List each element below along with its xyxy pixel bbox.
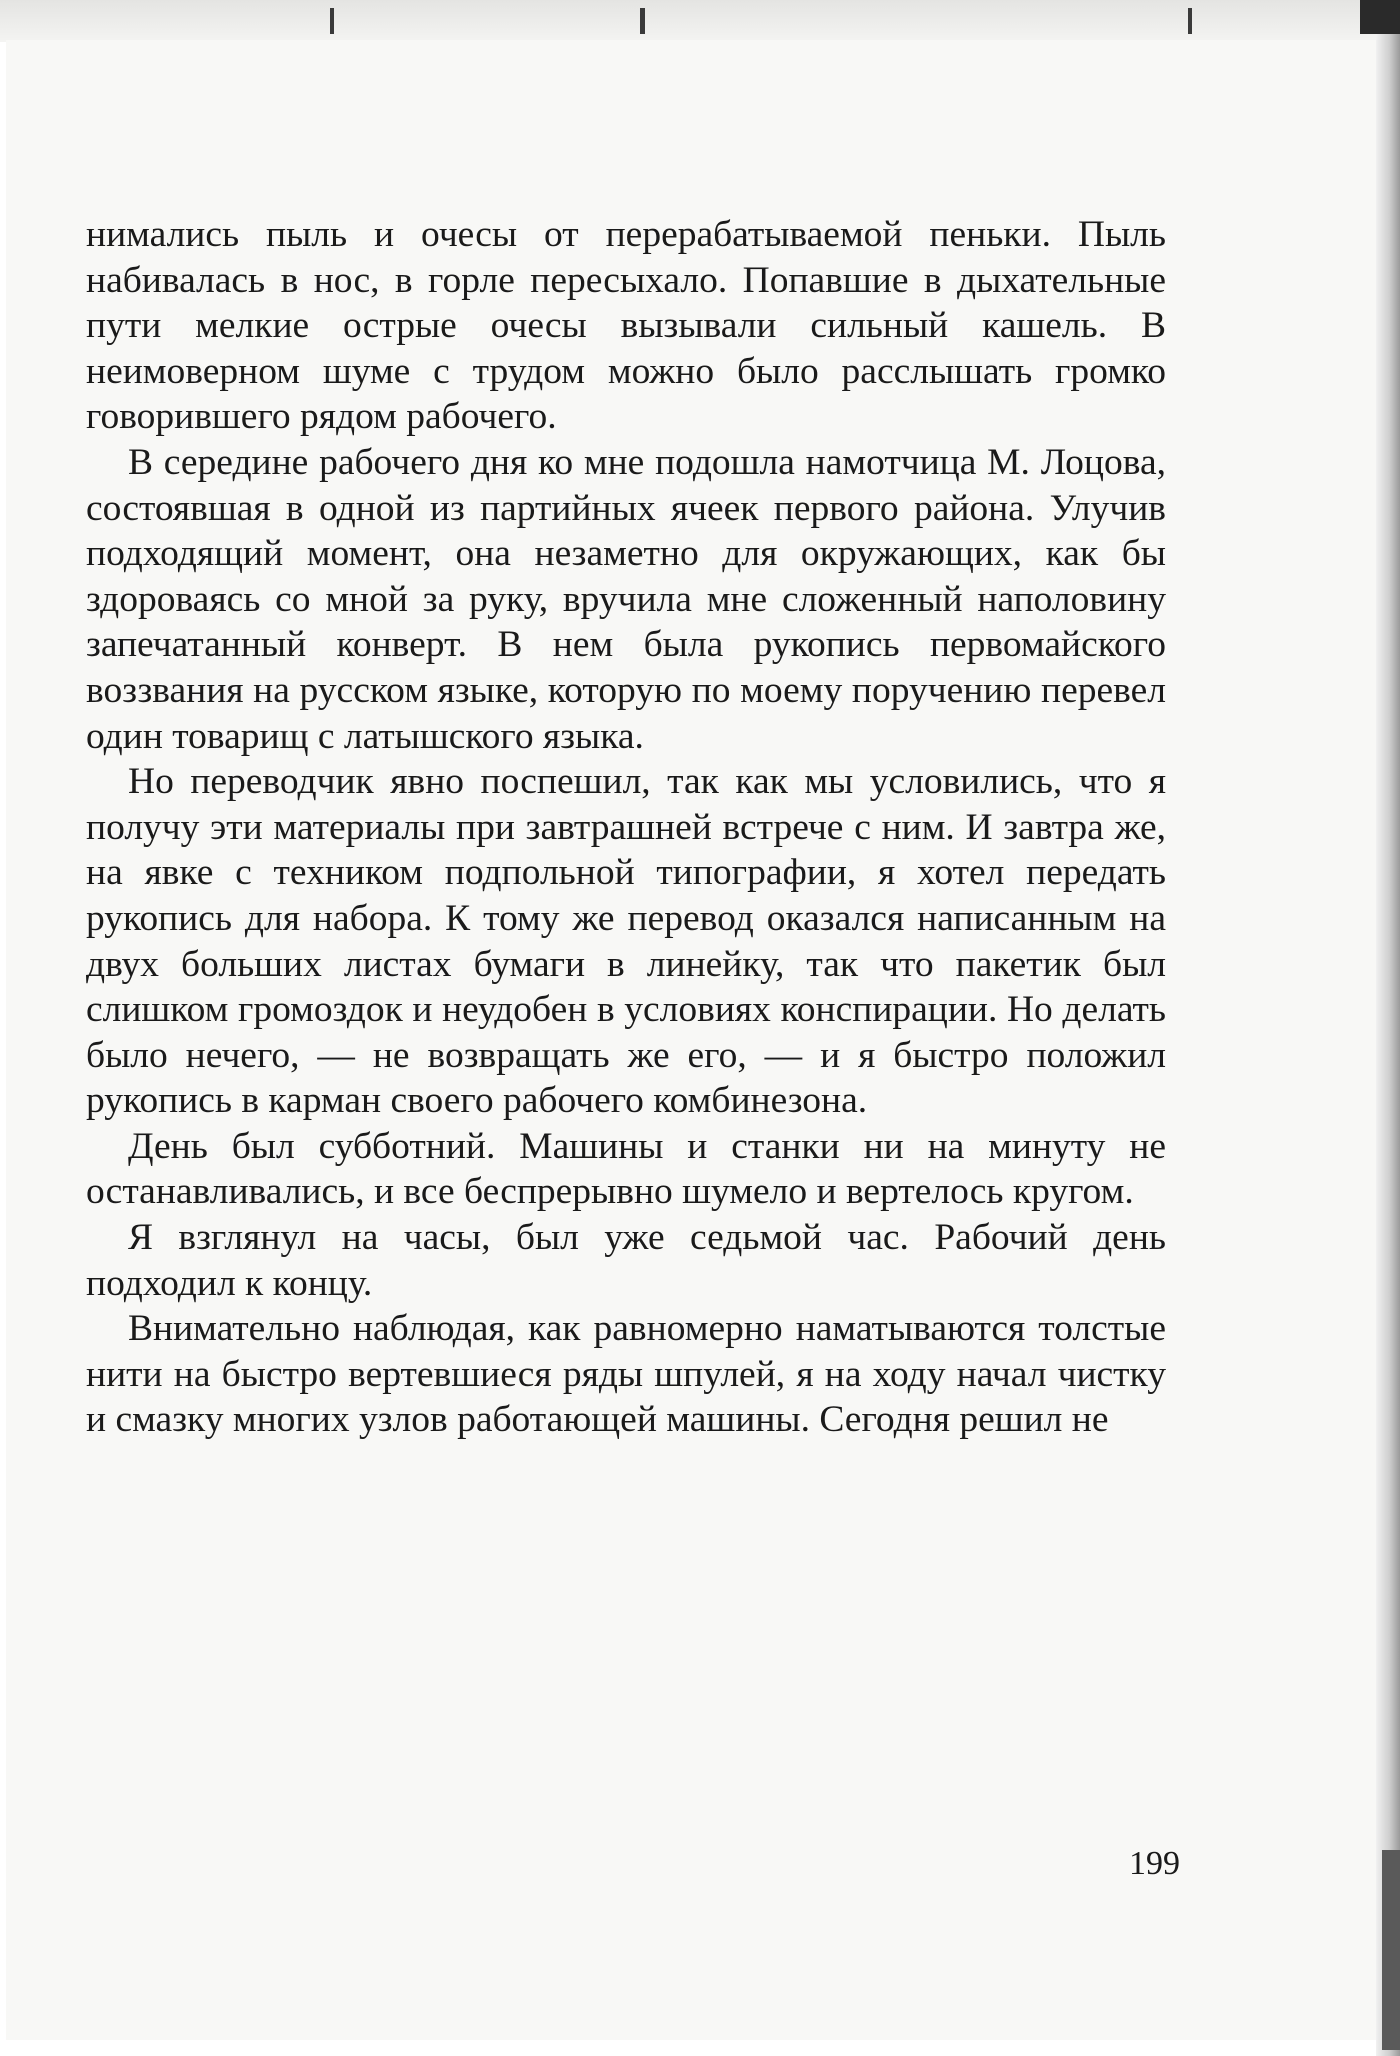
page-corner-shadow xyxy=(1360,0,1400,34)
paragraph: В середине рабочего дня ко мне подошла намотчица М. Лоцова, состоявшая в одной из партийных ячеек первого района. Улучив подходящий момент, она незаметно для окружающих, как бы здороваясь со мной за руку, вручила мне сложенный наполовину запечатанный конверт. В нем была рукопись первомайского воззвания на русском языке, которую по моему поручению перевел один товарищ с латышского языка. xyxy=(86,441,1166,757)
scan-top-edge xyxy=(0,0,1400,42)
page-number: 199 xyxy=(1129,1845,1180,1882)
paragraph: Я взглянул на часы, был уже седьмой час. Рабочий день подходил к концу. xyxy=(86,1217,1166,1304)
scan-artifact xyxy=(640,8,645,34)
scan-artifact xyxy=(1188,8,1192,34)
paragraph: Внимательно наблюдая, как равномерно наматываются толстые нити на быстро вертевшиеся ряды шпулей, я на ходу начал чистку и смазку многих узлов работающей машины. Сегодня решил не xyxy=(86,1308,1166,1441)
page-binding-edge xyxy=(1376,0,1400,2056)
scan-artifact xyxy=(330,8,334,34)
paragraph: нимались пыль и очесы от перерабатываемой пеньки. Пыль набивалась в нос, в горле пересыхало. Попавшие в дыхательные пути мелкие острые очесы вызывали сильный кашель. В неимоверном шуме с трудом можно было расслышать громко говорившего рядом рабочего. xyxy=(86,214,1166,438)
paragraph: День был субботний. Машины и станки ни на минуту не останавливались, и все беспрерывно шумело и вертелось кругом. xyxy=(86,1125,1166,1213)
page-body-text xyxy=(86,212,1166,1443)
paragraph: Но переводчик явно поспешил, так как мы условились, что я получу эти материалы при завтрашней встрече с ним. И завтра же, на явке с техником подпольной типографии, я хотел передать рукопись для набора. К тому же перевод оказался написанным на двух больших листах бумаги в линейку, так что пакетик был слишком громоздок и неудобен в условиях конспирации. Но делать было нечего, — не возвращать же его, — и я быстро положил рукопись в карман своего рабочего комбинезона. xyxy=(86,761,1166,1122)
page-binding-shadow xyxy=(1382,1850,1400,2050)
